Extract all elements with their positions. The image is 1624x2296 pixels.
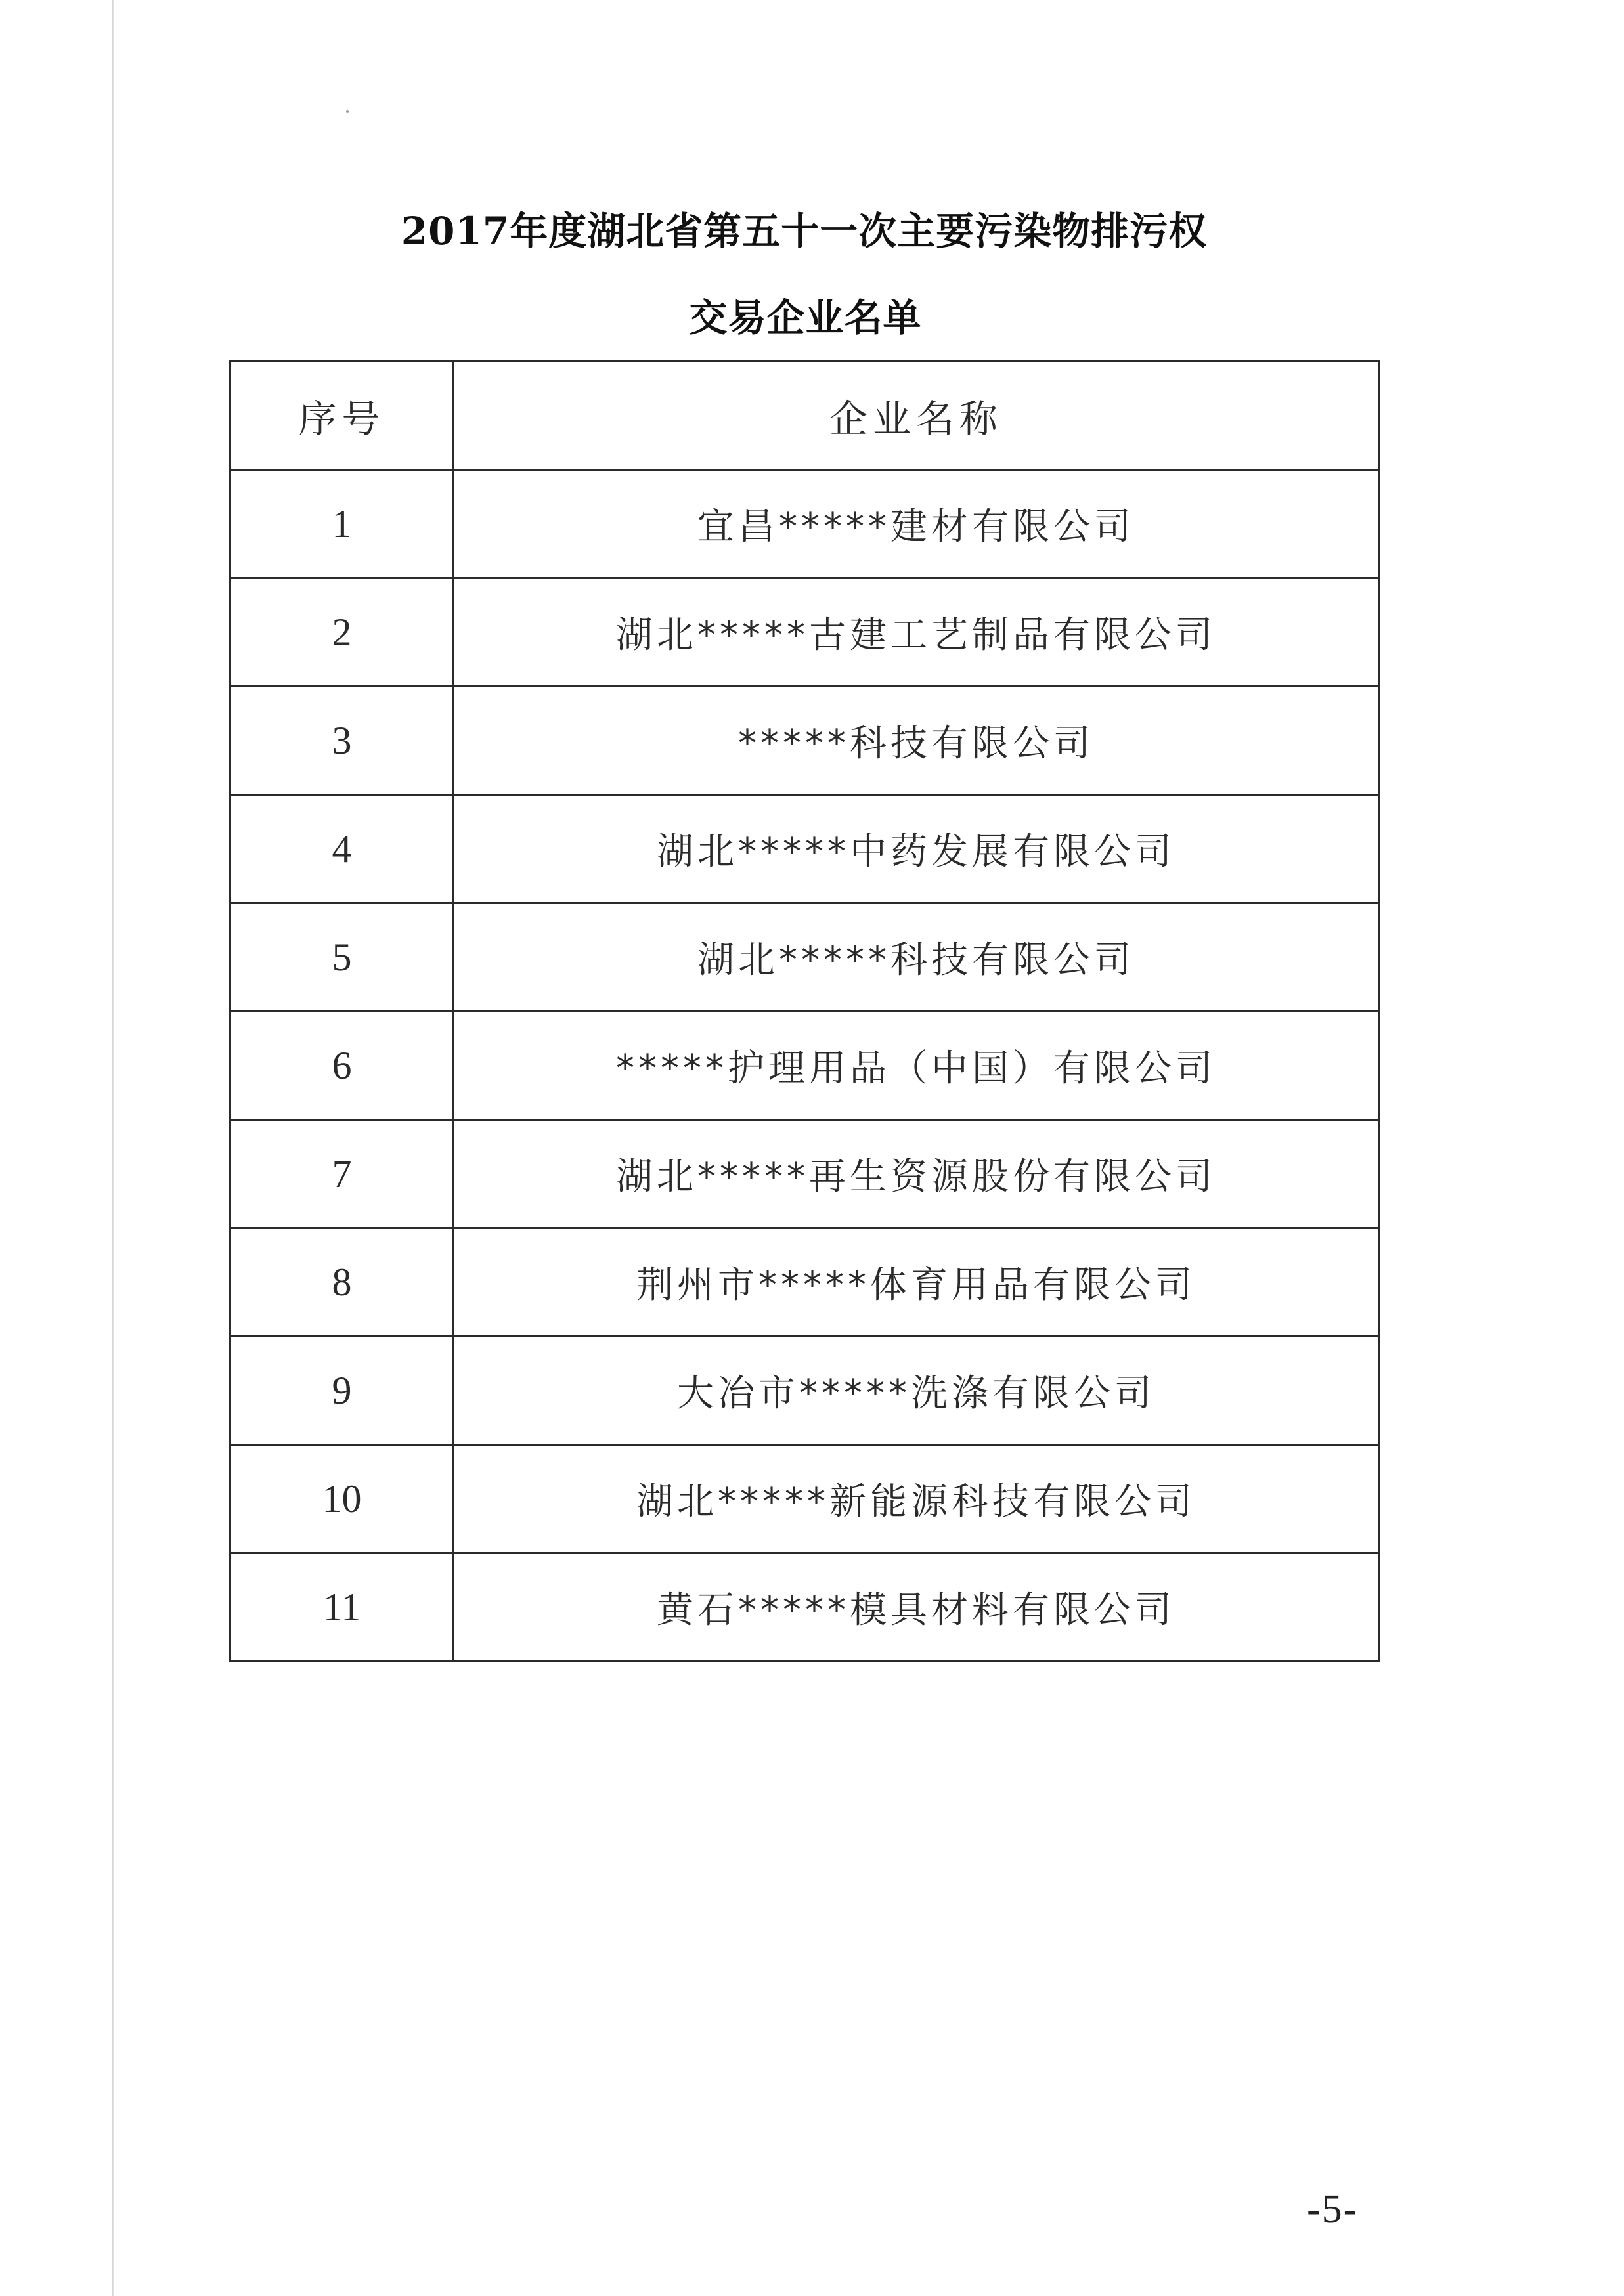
- row-enterprise-name: 大冶市*****洗涤有限公司: [454, 1337, 1379, 1445]
- table-row: [230, 1445, 1379, 1553]
- table-row: [230, 1553, 1379, 1662]
- row-serial-number: 8: [230, 1228, 454, 1337]
- row-serial-number: 7: [230, 1120, 454, 1228]
- row-enterprise-name: 宜昌*****建材有限公司: [454, 470, 1379, 578]
- row-enterprise-name: 黄石*****模具材料有限公司: [454, 1553, 1379, 1662]
- scan-binding-edge: [112, 0, 114, 2296]
- page-number: -5-: [1307, 2187, 1359, 2232]
- row-enterprise-name: *****科技有限公司: [454, 687, 1379, 795]
- table-row: [230, 578, 1379, 687]
- row-enterprise-name: 湖北*****古建工艺制品有限公司: [454, 578, 1379, 687]
- row-enterprise-name: 湖北*****新能源科技有限公司: [454, 1445, 1379, 1553]
- row-serial-number: 4: [230, 795, 454, 903]
- row-serial-number: 2: [230, 578, 454, 687]
- row-serial-number: 1: [230, 470, 454, 578]
- table-row: [230, 1228, 1379, 1337]
- table-row: [230, 903, 1379, 1012]
- document-title-line-2: 交易企业名单: [689, 295, 922, 340]
- table-row: [230, 1012, 1379, 1120]
- table-row: [230, 1120, 1379, 1228]
- header-enterprise-name: 企业名称: [454, 362, 1379, 470]
- row-enterprise-name: 湖北*****再生资源股份有限公司: [454, 1120, 1379, 1228]
- document-title-line-1: 2017年度湖北省第五十一次主要污染物排污权: [401, 209, 1208, 253]
- row-serial-number: 5: [230, 903, 454, 1012]
- row-enterprise-name: 荆州市*****体育用品有限公司: [454, 1228, 1379, 1337]
- header-serial-number: 序号: [230, 362, 454, 470]
- table-row: [230, 795, 1379, 903]
- table-row: [230, 687, 1379, 795]
- table-row: [230, 1337, 1379, 1445]
- row-serial-number: 9: [230, 1337, 454, 1445]
- table-header-row: [230, 362, 1379, 470]
- row-serial-number: 3: [230, 687, 454, 795]
- scan-speck: [346, 110, 349, 113]
- row-enterprise-name: 湖北*****科技有限公司: [454, 903, 1379, 1012]
- enterprise-list-table: [229, 360, 1380, 1662]
- row-serial-number: 6: [230, 1012, 454, 1120]
- row-serial-number: 10: [230, 1445, 454, 1553]
- row-serial-number: 11: [230, 1553, 454, 1662]
- row-enterprise-name: *****护理用品（中国）有限公司: [454, 1012, 1379, 1120]
- row-enterprise-name: 湖北*****中药发展有限公司: [454, 795, 1379, 903]
- table-row: [230, 470, 1379, 578]
